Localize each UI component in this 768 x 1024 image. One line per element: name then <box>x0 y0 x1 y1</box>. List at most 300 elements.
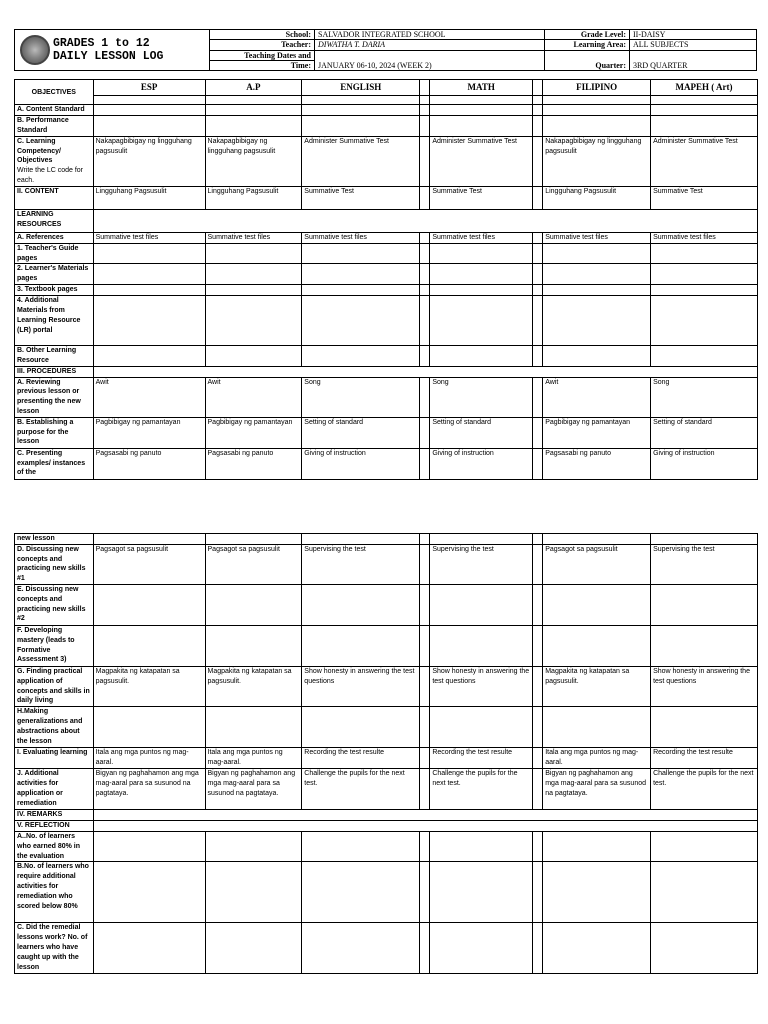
table-cell: Show honesty in answering the test questions <box>430 666 533 706</box>
table-cell: Pagbibigay ng pamantayan <box>543 417 651 448</box>
table-cell <box>543 264 651 285</box>
quarter-label: Quarter: <box>545 50 630 71</box>
table-cell: Pagsasabi ng panuto <box>93 448 205 479</box>
teacher-label: Teacher: <box>210 40 315 50</box>
spacer-cell <box>420 862 430 923</box>
spacer-cell <box>533 831 543 861</box>
row-label-text: C. Learning Competency/ Objectives <box>17 137 61 165</box>
table-cell: Pagsasabi ng panuto <box>205 448 302 479</box>
table-cell: Nakapagbibigay ng lingguhang pagsusulit <box>93 136 205 186</box>
table-cell <box>430 96 533 105</box>
row-label-text: A. References <box>17 233 64 241</box>
row-label <box>15 923 94 974</box>
lesson-log-table-page1 <box>14 79 758 480</box>
table-cell: Pagbibigay ng pamantayan <box>93 417 205 448</box>
table-cell: Itala ang mga puntos ng mag-aaral. <box>93 748 205 769</box>
table-cell <box>430 243 533 264</box>
row-label <box>15 831 94 861</box>
row-label-text: C. Presenting examples/ instances of the <box>17 449 86 477</box>
table-cell: Summative Test <box>651 186 758 209</box>
table-cell: Awit <box>543 377 651 417</box>
table-row <box>15 136 758 186</box>
table-cell <box>205 534 302 545</box>
table-cell: Song <box>651 377 758 417</box>
row-label-text: II. CONTENT <box>17 187 59 195</box>
spacer-cell <box>420 186 430 209</box>
table-cell: Giving of instruction <box>651 448 758 479</box>
table-cell <box>93 296 205 346</box>
table-cell: Recording the test resulte <box>430 748 533 769</box>
table-cell: Administer Summative Test <box>302 136 420 186</box>
row-label <box>15 748 94 769</box>
row-label-text: E. Discussing new concepts and practicing new skills #2 <box>17 585 86 623</box>
table-row <box>15 243 758 264</box>
table-cell: Bigyan ng paghahamon ang mga mag-aaral para sa susunod na pagtataya. <box>93 769 205 810</box>
table-cell <box>302 584 420 625</box>
spacer-cell <box>420 377 430 417</box>
spacer-cell <box>420 285 430 296</box>
table-cell: Supervising the test <box>651 544 758 584</box>
title-line-1: GRADES 1 to 12 <box>53 37 150 50</box>
row-label <box>15 232 94 243</box>
row-label-text: I. Evaluating learning <box>17 749 88 757</box>
table-cell <box>543 285 651 296</box>
table-cell <box>93 346 205 367</box>
table-cell <box>93 105 205 116</box>
table-cell <box>543 584 651 625</box>
row-label-text: A..No. of learners who earned 80% in the evaluation <box>17 832 81 860</box>
row-label <box>15 346 94 367</box>
table-cell <box>93 96 205 105</box>
row-label <box>15 417 94 448</box>
table-cell: Challenge the pupils for the next test. <box>430 769 533 810</box>
table-cell <box>302 346 420 367</box>
spacer-cell <box>533 264 543 285</box>
spacer-cell <box>420 534 430 545</box>
row-label <box>15 584 94 625</box>
row-label-note: Write the LC code for each. <box>17 167 84 184</box>
row-label-text: H.Making generalizations and abstractions about the lesson <box>17 708 83 745</box>
spacer-cell <box>533 115 543 136</box>
spacer-cell <box>533 748 543 769</box>
table-row <box>15 377 758 417</box>
table-cell <box>543 243 651 264</box>
table-row <box>15 821 758 832</box>
spacer-cell <box>533 923 543 974</box>
row-label <box>15 534 94 545</box>
subject-header: MAPEH ( Art) <box>651 80 758 96</box>
subject-header: A.P <box>205 80 302 96</box>
spacer-cell <box>533 377 543 417</box>
table-cell <box>651 862 758 923</box>
learning-area-label: Learning Area: <box>545 40 630 50</box>
table-cell: Summative test files <box>93 232 205 243</box>
row-label <box>15 821 94 832</box>
table-cell <box>302 862 420 923</box>
table-cell: Summative Test <box>302 186 420 209</box>
row-label-text: LEARNING RESOURCES <box>17 210 62 228</box>
row-label <box>15 448 94 479</box>
table-cell <box>93 707 205 748</box>
table-cell <box>93 923 205 974</box>
table-cell <box>543 831 651 861</box>
table-cell: Bigyan ng paghahamon ang mga mag-aaral para sa susunod na pagtataya. <box>543 769 651 810</box>
row-label-text: 3. Textbook pages <box>17 286 78 294</box>
table-cell: Supervising the test <box>430 544 533 584</box>
table-cell <box>93 831 205 861</box>
spacer-cell <box>420 448 430 479</box>
teacher-value: DIWATHA T. DARIA <box>315 40 545 50</box>
table-cell <box>205 707 302 748</box>
table-cell <box>533 96 543 105</box>
quarter-value: 3RD QUARTER <box>630 50 757 71</box>
table-cell: Lingguhang Pagsusulit <box>93 186 205 209</box>
row-label-text: IV. REMARKS <box>17 811 63 819</box>
spacer-cell <box>420 666 430 706</box>
row-label <box>15 186 94 209</box>
table-cell <box>93 534 205 545</box>
subject-header: FILIPINO <box>543 80 651 96</box>
grade-level-label: Grade Level: <box>545 30 630 40</box>
table-row <box>15 115 758 136</box>
table-cell: Pagbibigay ng pamantayan <box>205 417 302 448</box>
spacer-cell <box>420 417 430 448</box>
row-label <box>15 105 94 116</box>
merged-cell <box>93 209 757 232</box>
table-cell <box>302 707 420 748</box>
objectives-header: OBJECTIVES <box>15 80 94 105</box>
table-cell <box>430 115 533 136</box>
table-cell <box>302 625 420 666</box>
table-cell <box>651 707 758 748</box>
table-row <box>15 831 758 861</box>
table-cell <box>651 346 758 367</box>
table-cell <box>302 831 420 861</box>
lesson-log-table-page2 <box>14 533 758 974</box>
table-cell: Magpakita ng katapatan sa pagsusulit. <box>205 666 302 706</box>
table-cell: Setting of standard <box>430 417 533 448</box>
table-cell <box>205 296 302 346</box>
row-label-text: F. Developing mastery (leads to Formative Assessment 3) <box>17 626 75 664</box>
table-cell <box>543 346 651 367</box>
table-cell <box>430 707 533 748</box>
table-cell <box>651 296 758 346</box>
merged-cell <box>93 810 757 821</box>
spacer-cell <box>420 544 430 584</box>
row-label-text: 1. Teacher's Guide pages <box>17 244 79 262</box>
table-row <box>15 584 758 625</box>
table-cell <box>651 105 758 116</box>
table-cell: Pagsagot sa pagsusulit <box>205 544 302 584</box>
table-cell <box>205 862 302 923</box>
row-label-text: G. Finding practical application of concepts and skills in daily living <box>17 667 90 705</box>
table-cell <box>543 862 651 923</box>
table-cell <box>205 105 302 116</box>
table-cell <box>651 625 758 666</box>
spacer-cell <box>420 243 430 264</box>
learning-area-value: ALL SUBJECTS <box>630 40 757 50</box>
row-label-text: B. Performance Standard <box>17 116 69 134</box>
table-cell <box>93 862 205 923</box>
spacer-cell <box>533 666 543 706</box>
table-row <box>15 625 758 666</box>
dates-value: JANUARY 06-10, 2024 (WEEK 2) <box>315 50 545 71</box>
table-cell <box>430 862 533 923</box>
table-cell <box>430 584 533 625</box>
table-cell: Lingguhang Pagsusulit <box>543 186 651 209</box>
table-cell: Itala ang mga puntos ng mag-aaral. <box>543 748 651 769</box>
table-cell: Administer Summative Test <box>651 136 758 186</box>
table-cell <box>93 584 205 625</box>
spacer-cell <box>533 417 543 448</box>
table-cell: Pagsagot sa pagsusulit <box>543 544 651 584</box>
table-cell: Bigyan ng paghahamon ang mga mag-aaral para sa susunod na pagtataya. <box>205 769 302 810</box>
table-cell <box>651 831 758 861</box>
subject-header: ESP <box>93 80 205 96</box>
table-cell <box>302 296 420 346</box>
table-cell: Summative test files <box>543 232 651 243</box>
spacer-cell <box>420 923 430 974</box>
table-cell: Awit <box>93 377 205 417</box>
spacer-cell <box>420 769 430 810</box>
table-row <box>15 346 758 367</box>
table-row <box>15 285 758 296</box>
table-cell <box>93 243 205 264</box>
spacer-cell <box>420 296 430 346</box>
spacer-cell <box>533 544 543 584</box>
spacer-cell <box>420 80 430 96</box>
row-label <box>15 862 94 923</box>
row-label <box>15 366 94 377</box>
table-cell <box>543 534 651 545</box>
subject-header-row <box>15 80 758 96</box>
table-cell: Show honesty in answering the test questions <box>302 666 420 706</box>
row-label <box>15 136 94 186</box>
spacer-cell <box>420 584 430 625</box>
spacer-cell <box>533 105 543 116</box>
table-cell <box>205 115 302 136</box>
table-cell <box>93 285 205 296</box>
table-cell: Magpakita ng katapatan sa pagsusulit. <box>543 666 651 706</box>
title-line-2: DAILY LESSON LOG <box>53 50 164 63</box>
spacer-cell <box>420 707 430 748</box>
table-row <box>15 544 758 584</box>
spacer-cell <box>533 769 543 810</box>
row-label-text: A. Content Standard <box>17 106 85 113</box>
table-cell: Song <box>302 377 420 417</box>
spacer-cell <box>533 136 543 186</box>
table-cell: Pagsasabi ng panuto <box>543 448 651 479</box>
table-cell: Song <box>430 377 533 417</box>
table-cell <box>302 243 420 264</box>
deped-seal-icon <box>20 35 50 65</box>
row-label-text: V. REFLECTION <box>17 822 70 830</box>
table-cell <box>302 534 420 545</box>
table-cell <box>430 105 533 116</box>
table-cell <box>302 923 420 974</box>
table-cell: Magpakita ng katapatan sa pagsusulit. <box>93 666 205 706</box>
table-cell: Itala ang mga puntos ng mag-aaral. <box>205 748 302 769</box>
row-label <box>15 209 94 232</box>
table-cell <box>543 115 651 136</box>
table-row <box>15 748 758 769</box>
dates-label-line2: Time: <box>210 60 315 70</box>
table-cell <box>430 923 533 974</box>
row-label <box>15 625 94 666</box>
spacer-cell <box>420 264 430 285</box>
header-title-cell <box>15 30 210 71</box>
table-row <box>15 186 758 209</box>
table-cell <box>205 625 302 666</box>
table-cell <box>302 115 420 136</box>
row-label-text: B. Establishing a purpose for the lesson <box>17 418 74 446</box>
row-label-text: J. Additional activities for application or remediation <box>17 770 63 807</box>
spacer-cell <box>420 232 430 243</box>
spacer-cell <box>533 862 543 923</box>
spacer-cell <box>420 105 430 116</box>
table-row <box>15 769 758 810</box>
table-row <box>15 264 758 285</box>
table-cell: Lingguhang Pagsusulit <box>205 186 302 209</box>
table-cell <box>302 285 420 296</box>
table-cell <box>430 264 533 285</box>
table-cell: Setting of standard <box>651 417 758 448</box>
table-cell <box>205 584 302 625</box>
table-cell: Summative test files <box>302 232 420 243</box>
table-cell <box>430 534 533 545</box>
table-row <box>15 232 758 243</box>
row-label <box>15 707 94 748</box>
table-cell <box>651 264 758 285</box>
spacer-cell <box>420 831 430 861</box>
table-cell: Nakapagbibigay ng lingguhang pagsusulit <box>205 136 302 186</box>
table-cell <box>302 96 420 105</box>
row-label <box>15 285 94 296</box>
table-cell <box>205 346 302 367</box>
table-cell <box>651 96 758 105</box>
table-row <box>15 209 758 232</box>
table-cell: Giving of instruction <box>302 448 420 479</box>
spacer-cell <box>533 534 543 545</box>
table-cell <box>93 264 205 285</box>
table-cell <box>651 584 758 625</box>
header-table <box>14 29 757 71</box>
table-cell <box>93 115 205 136</box>
table-row <box>15 366 758 377</box>
table-cell <box>543 923 651 974</box>
table-cell <box>302 105 420 116</box>
table-cell <box>205 285 302 296</box>
table-cell: Awit <box>205 377 302 417</box>
spacer-cell <box>420 625 430 666</box>
grade-level-value: II-DAISY <box>630 30 757 40</box>
school-label: School: <box>210 30 315 40</box>
row-label <box>15 769 94 810</box>
row-label-text: III. PROCEDURES <box>17 367 77 375</box>
row-label <box>15 377 94 417</box>
row-label <box>15 296 94 346</box>
spacer-cell <box>533 346 543 367</box>
table-cell: Summative test files <box>430 232 533 243</box>
table-cell <box>430 625 533 666</box>
row-label-text: D. Discussing new concepts and practicing new skills #1 <box>17 545 86 583</box>
row-label <box>15 243 94 264</box>
table-cell: Setting of standard <box>302 417 420 448</box>
table-cell <box>205 923 302 974</box>
subject-header: ENGLISH <box>302 80 420 96</box>
spacer-cell <box>420 115 430 136</box>
table-row <box>15 923 758 974</box>
row-label-text: B. Other Learning Resource <box>17 347 77 364</box>
table-row <box>15 810 758 821</box>
row-label-text: C. Did the remedial lessons work? No. of learners who have caught up with the lesson <box>17 924 88 971</box>
row-label <box>15 115 94 136</box>
table-cell: Summative Test <box>430 186 533 209</box>
table-cell: Show honesty in answering the test questions <box>651 666 758 706</box>
table-cell: Summative test files <box>205 232 302 243</box>
table-cell <box>430 296 533 346</box>
table-cell <box>93 625 205 666</box>
table-cell <box>543 707 651 748</box>
row-label-text: 2. Learner's Materials pages <box>17 265 89 283</box>
table-cell <box>651 115 758 136</box>
spacer-cell <box>533 243 543 264</box>
table-cell <box>430 831 533 861</box>
table-row <box>15 666 758 706</box>
subject-header: MATH <box>430 80 533 96</box>
table-row <box>15 417 758 448</box>
table-cell <box>651 285 758 296</box>
table-cell <box>543 105 651 116</box>
table-cell <box>430 285 533 296</box>
table-cell: Recording the test resulte <box>651 748 758 769</box>
table-row <box>15 448 758 479</box>
school-value: SALVADOR INTEGRATED SCHOOL <box>315 30 545 40</box>
table-row <box>15 296 758 346</box>
table-cell <box>651 534 758 545</box>
table-cell: Giving of instruction <box>430 448 533 479</box>
table-cell <box>420 96 430 105</box>
table-cell <box>543 96 651 105</box>
spacer-cell <box>420 136 430 186</box>
dates-label-line1: Teaching Dates and <box>210 50 315 60</box>
table-cell: Summative test files <box>651 232 758 243</box>
table-cell <box>205 96 302 105</box>
table-row <box>15 96 758 105</box>
spacer-cell <box>533 707 543 748</box>
spacer-cell <box>420 346 430 367</box>
table-cell <box>543 296 651 346</box>
merged-cell <box>93 366 757 377</box>
spacer-cell <box>420 748 430 769</box>
row-label <box>15 666 94 706</box>
spacer-cell <box>533 584 543 625</box>
spacer-cell <box>533 296 543 346</box>
table-row <box>15 534 758 545</box>
table-row <box>15 707 758 748</box>
spacer-cell <box>533 285 543 296</box>
merged-cell <box>93 821 757 832</box>
table-cell: Challenge the pupils for the next test. <box>302 769 420 810</box>
row-label <box>15 544 94 584</box>
table-cell <box>302 264 420 285</box>
table-cell <box>651 923 758 974</box>
table-cell <box>430 346 533 367</box>
table-row <box>15 105 758 116</box>
table-cell <box>543 625 651 666</box>
spacer-cell <box>533 448 543 479</box>
table-cell <box>205 831 302 861</box>
